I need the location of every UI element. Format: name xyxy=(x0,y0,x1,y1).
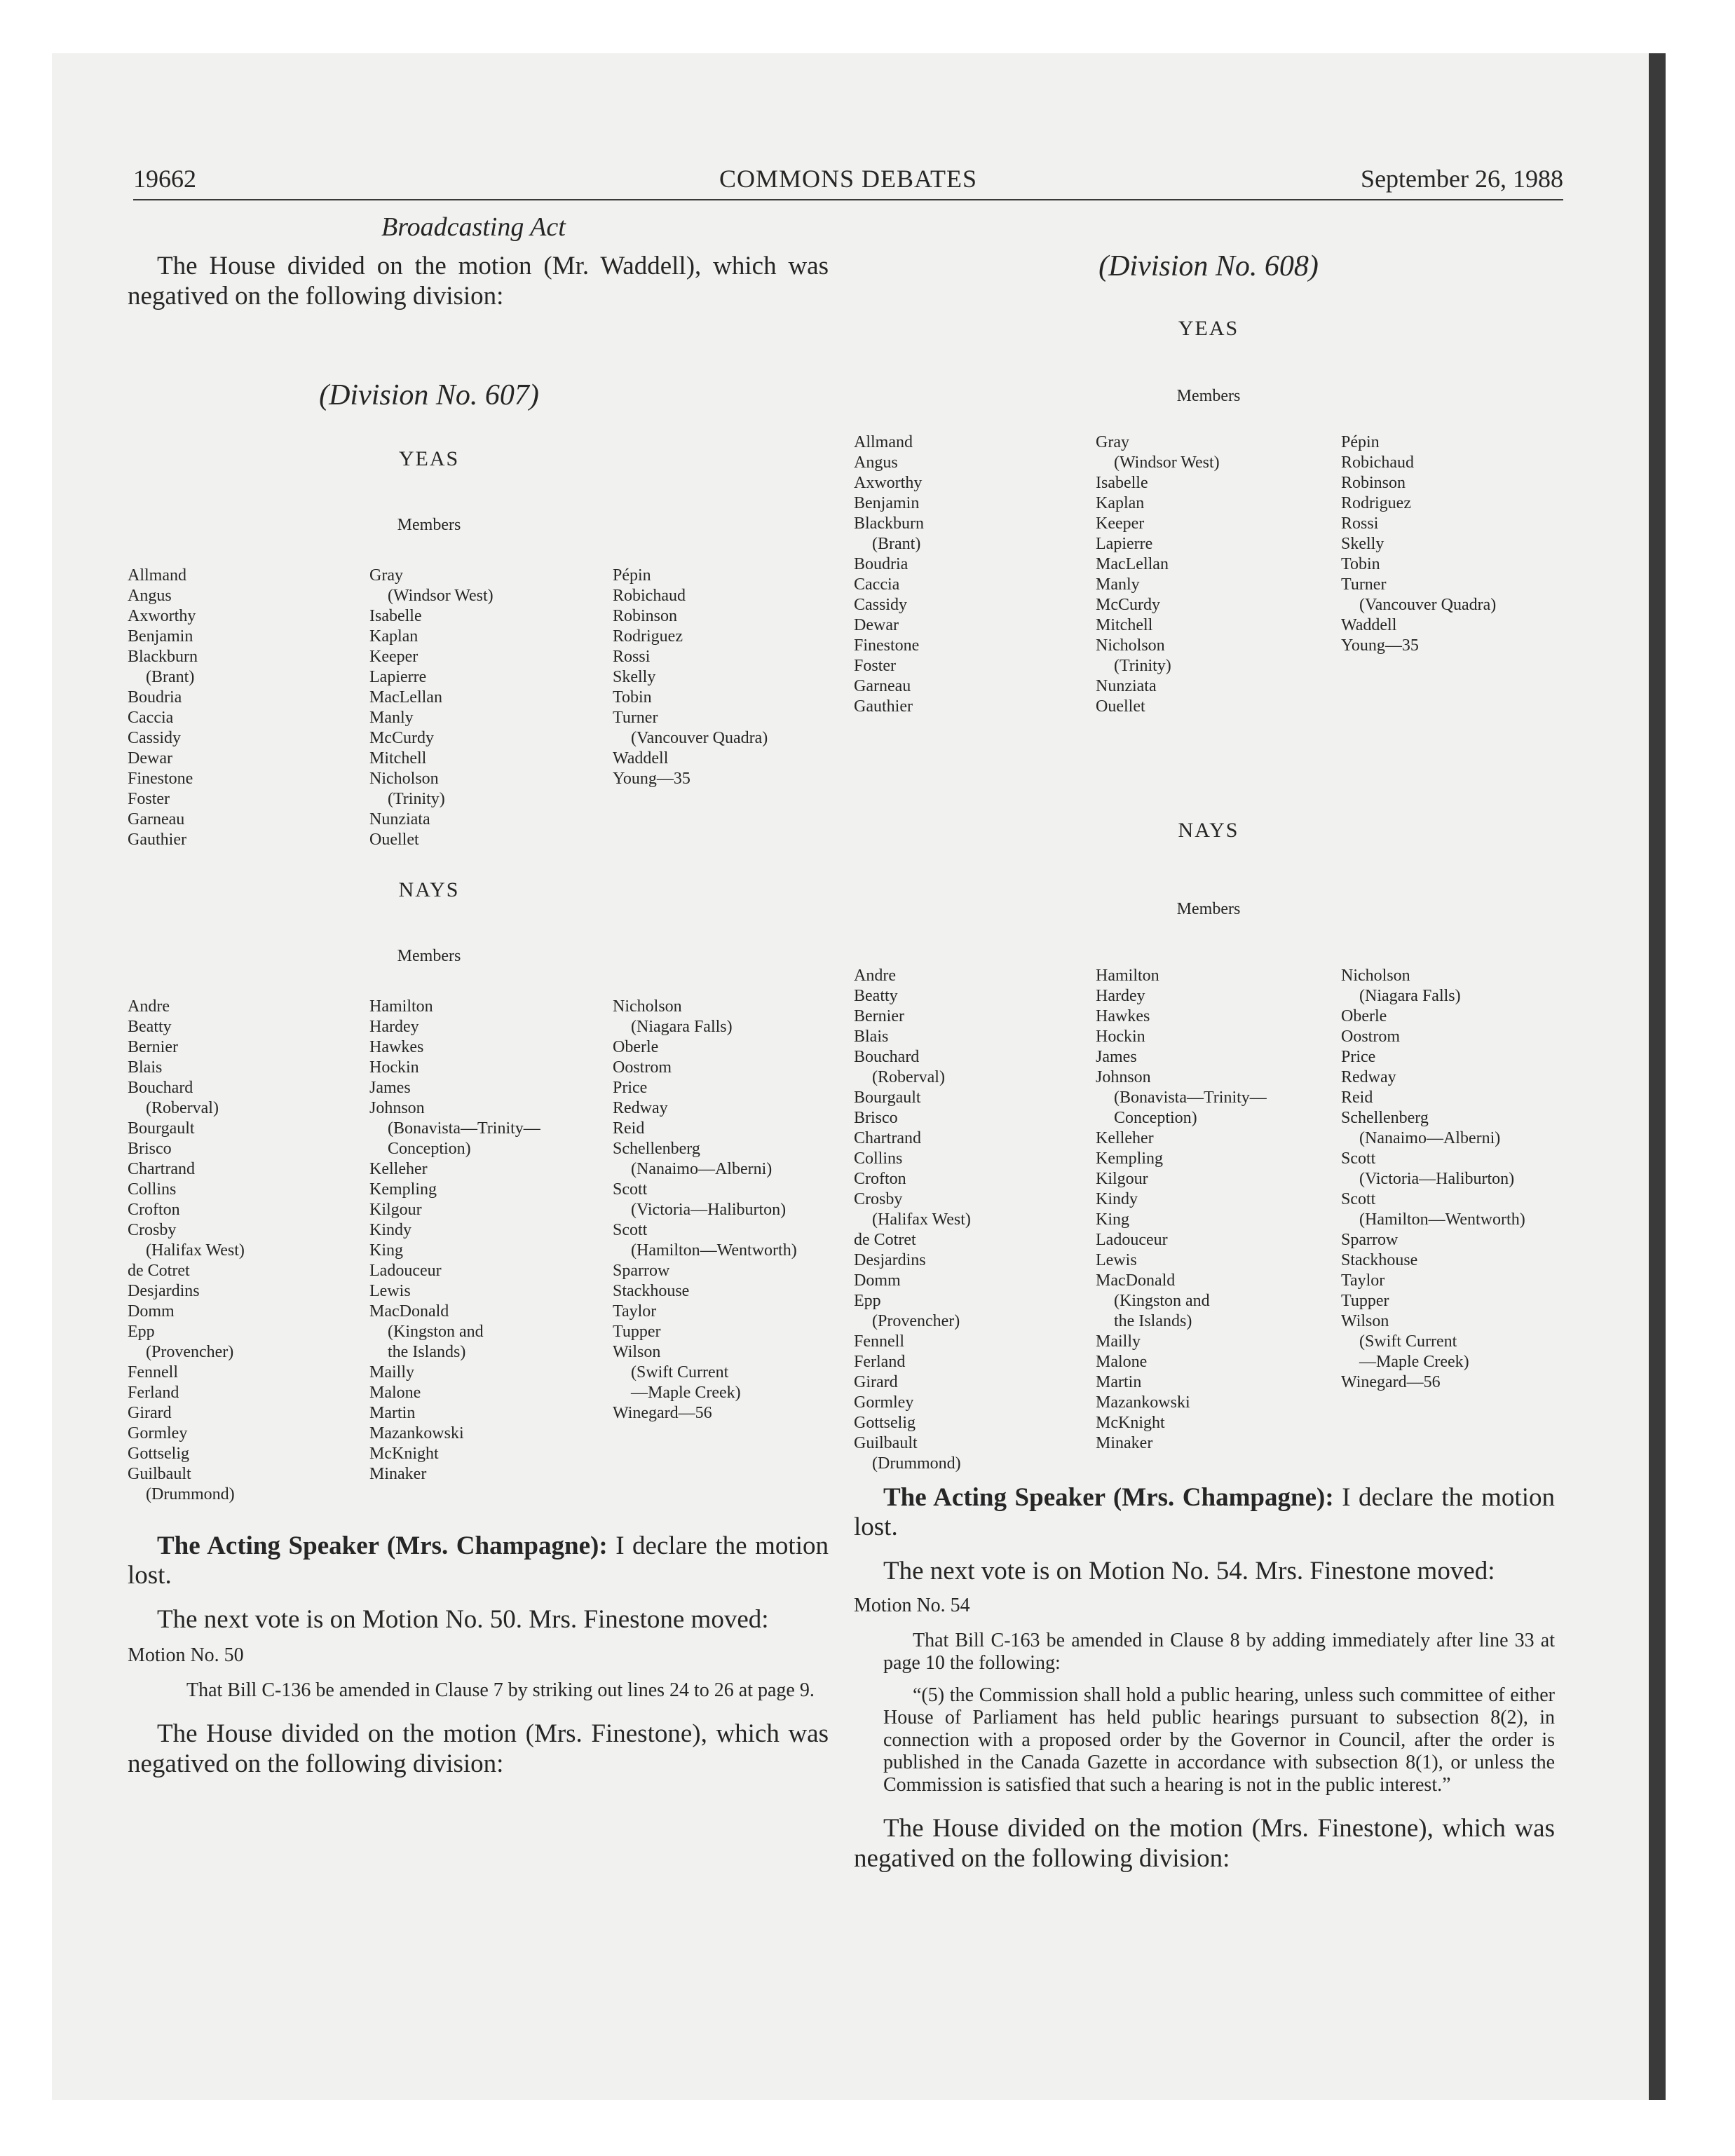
member-name: Tobin xyxy=(1341,555,1380,573)
member-name: Sparrow xyxy=(613,1262,670,1280)
member-name: (Trinity) xyxy=(388,790,445,808)
nays-heading: NAYS xyxy=(1178,819,1239,842)
yeas-list xyxy=(128,566,829,850)
division-outro: The House divided on the motion (Mrs. Finestone), which was negatived on the following division: xyxy=(854,1814,1555,1873)
member-name: Malone xyxy=(369,1384,421,1402)
member-name: (Kingston and xyxy=(388,1323,484,1341)
speaker-text: I declare the motion lost. xyxy=(854,1483,1555,1541)
member-name: Guilbault xyxy=(854,1434,918,1452)
member-name: Mitchell xyxy=(369,749,427,767)
member-name: Keeper xyxy=(369,648,419,666)
member-name: Conception) xyxy=(1114,1109,1197,1127)
member-name: (Kingston and xyxy=(1114,1292,1210,1310)
member-name: Nunziata xyxy=(1096,677,1157,695)
member-name: Turner xyxy=(1341,575,1387,594)
member-name: Crofton xyxy=(128,1201,180,1219)
nays-list xyxy=(128,997,829,1505)
member-name: Manly xyxy=(1096,575,1140,594)
member-name: MacDonald xyxy=(369,1302,449,1321)
yeas-heading: YEAS xyxy=(398,447,460,470)
member-name: Young—35 xyxy=(1341,636,1419,655)
member-name: Garneau xyxy=(854,677,911,695)
member-name: (Provencher) xyxy=(146,1343,234,1361)
member-name: Kaplan xyxy=(1096,494,1145,512)
yeas-column xyxy=(854,432,1096,717)
member-name: Waddell xyxy=(1341,616,1397,634)
member-name: (Roberval) xyxy=(146,1099,219,1117)
yeas-column xyxy=(1341,432,1551,717)
member-name: Collins xyxy=(128,1180,177,1199)
member-name: Skelly xyxy=(613,668,656,686)
nays-list xyxy=(854,966,1551,1474)
member-name: Crosby xyxy=(128,1221,177,1239)
member-name: King xyxy=(369,1241,403,1260)
member-name: Winegard—56 xyxy=(613,1404,712,1422)
member-name: Dewar xyxy=(854,616,899,634)
member-name: (Swift Current xyxy=(631,1363,729,1381)
member-name: (Provencher) xyxy=(872,1312,960,1330)
member-name: (Nanaimo—Alberni) xyxy=(631,1160,773,1178)
member-name: Epp xyxy=(128,1323,155,1341)
member-name: Mazankowski xyxy=(369,1424,464,1442)
member-name: MacDonald xyxy=(1096,1271,1176,1290)
member-name: Girard xyxy=(128,1404,172,1422)
member-name: Hawkes xyxy=(369,1038,424,1056)
member-name: Scott xyxy=(1341,1190,1376,1208)
member-name: Taylor xyxy=(613,1302,657,1321)
member-name: Nicholson xyxy=(613,997,682,1016)
member-name: Chartrand xyxy=(128,1160,195,1178)
member-name: Gauthier xyxy=(854,697,913,716)
member-name: —Maple Creek) xyxy=(1359,1353,1469,1371)
member-name: Taylor xyxy=(1341,1271,1385,1290)
member-name: Brisco xyxy=(128,1140,172,1158)
member-name: Minaker xyxy=(369,1465,427,1483)
member-name: Oberle xyxy=(1341,1007,1387,1025)
member-name: de Cotret xyxy=(128,1262,190,1280)
member-name: Bernier xyxy=(128,1038,178,1056)
member-name: Girard xyxy=(854,1373,898,1391)
nays-members-heading: Members xyxy=(1176,900,1241,918)
member-name: Bernier xyxy=(854,1007,904,1025)
member-name: Malone xyxy=(1096,1353,1148,1371)
member-name: Domm xyxy=(128,1302,175,1321)
member-name: Andre xyxy=(128,997,170,1016)
member-name: James xyxy=(1096,1048,1137,1066)
member-name: Schellenberg xyxy=(613,1140,700,1158)
binding-edge xyxy=(1649,53,1666,2100)
member-name: (Victoria—Haliburton) xyxy=(631,1201,787,1219)
member-name: the Islands) xyxy=(1114,1312,1192,1330)
member-name: Lapierre xyxy=(1096,535,1153,553)
member-name: Gottselig xyxy=(128,1445,189,1463)
member-name: Lewis xyxy=(1096,1251,1137,1269)
member-name: Pépin xyxy=(1341,433,1380,451)
member-name: Domm xyxy=(854,1271,901,1290)
left-column xyxy=(128,207,829,1779)
next-vote: The next vote is on Motion No. 54. Mrs. Finestone moved: xyxy=(883,1557,1495,1585)
member-name: Finestone xyxy=(128,770,193,788)
member-name: Isabelle xyxy=(369,607,422,625)
member-name: Tupper xyxy=(1341,1292,1389,1310)
motion-number: Motion No. 54 xyxy=(854,1595,970,1616)
nays-column xyxy=(854,966,1096,1474)
member-name: Rodriguez xyxy=(613,627,683,646)
member-name: (Drummond) xyxy=(872,1454,961,1473)
member-name: Foster xyxy=(854,657,896,675)
member-name: Mitchell xyxy=(1096,616,1153,634)
member-name: Turner xyxy=(613,709,658,727)
member-name: Isabelle xyxy=(1096,474,1148,492)
member-name: Ladouceur xyxy=(369,1262,442,1280)
member-name: Reid xyxy=(613,1119,645,1138)
member-name: McCurdy xyxy=(1096,596,1160,614)
motion-text: That Bill C-163 be amended in Clause 8 by adding immediately after line 33 at page 10 the following: xyxy=(883,1630,1555,1674)
division-heading: (Division No. 608) xyxy=(1098,250,1319,282)
member-name: Redway xyxy=(1341,1068,1396,1086)
member-name: Oostrom xyxy=(613,1058,672,1077)
nays-column xyxy=(613,997,823,1505)
member-name: Angus xyxy=(128,587,172,605)
member-name: Winegard—56 xyxy=(1341,1373,1441,1391)
member-name: Axworthy xyxy=(128,607,196,625)
member-name: Price xyxy=(613,1079,648,1097)
member-name: Garneau xyxy=(128,810,185,828)
member-name: (Bonavista—Trinity— xyxy=(1114,1089,1267,1107)
member-name: Chartrand xyxy=(854,1129,921,1147)
speaker-name: The Acting Speaker (Mrs. Champagne): xyxy=(157,1531,608,1560)
member-name: Mailly xyxy=(369,1363,414,1381)
member-name: Bourgault xyxy=(854,1089,921,1107)
member-name: Tobin xyxy=(613,688,652,707)
division-outro: The House divided on the motion (Mrs. Finestone), which was negatived on the following division: xyxy=(128,1719,829,1778)
member-name: Gauthier xyxy=(128,831,186,849)
member-name: (Windsor West) xyxy=(388,587,494,605)
member-name: Ouellet xyxy=(369,831,419,849)
member-name: Skelly xyxy=(1341,535,1384,553)
member-name: Kilgour xyxy=(1096,1170,1148,1188)
right-column xyxy=(854,207,1555,1873)
division-heading: (Division No. 607) xyxy=(319,379,539,411)
publication-date: September 26, 1988 xyxy=(1361,165,1563,193)
page-number: 19662 xyxy=(133,165,196,193)
member-name: Rodriguez xyxy=(1341,494,1411,512)
member-name: Blackburn xyxy=(128,648,198,666)
member-name: Rossi xyxy=(613,648,651,666)
member-name: Hamilton xyxy=(369,997,433,1016)
member-name: (Nanaimo—Alberni) xyxy=(1359,1129,1501,1147)
member-name: Mazankowski xyxy=(1096,1393,1190,1412)
member-name: (Halifax West) xyxy=(146,1241,245,1260)
member-name: Tupper xyxy=(613,1323,661,1341)
nays-column xyxy=(1341,966,1551,1474)
member-name: Robichaud xyxy=(1341,453,1414,472)
member-name: Kilgour xyxy=(369,1201,422,1219)
member-name: Hawkes xyxy=(1096,1007,1150,1025)
member-name: Manly xyxy=(369,709,414,727)
member-name: Hockin xyxy=(1096,1028,1145,1046)
member-name: (Victoria—Haliburton) xyxy=(1359,1170,1515,1188)
member-name: Bourgault xyxy=(128,1119,195,1138)
amendment-quote: “(5) the Commission shall hold a public hearing, unless such committee of either House of Parliament has held public hearings pursuant to subsection 8(2), in connection with a proposed order by the Governor in Council, after the order is published in the Canada Gazette in accordance with subsection 8(1), or unless the Commission is satisfied that such a hearing is not in the public interest.” xyxy=(883,1684,1555,1796)
member-name: Hockin xyxy=(369,1058,419,1077)
member-name: Crosby xyxy=(854,1190,903,1208)
member-name: Benjamin xyxy=(854,494,920,512)
member-name: Crofton xyxy=(854,1170,906,1188)
member-name: Wilson xyxy=(1341,1312,1389,1330)
member-name: Nicholson xyxy=(1096,636,1165,655)
member-name: (Bonavista—Trinity— xyxy=(388,1119,540,1138)
publication-title: COMMONS DEBATES xyxy=(719,165,978,193)
member-name: Lapierre xyxy=(369,668,427,686)
member-name: Gray xyxy=(1096,433,1129,451)
member-name: Reid xyxy=(1341,1089,1373,1107)
member-name: Blais xyxy=(128,1058,163,1077)
nays-column xyxy=(369,997,613,1505)
member-name: Desjardins xyxy=(854,1251,926,1269)
member-name: Nicholson xyxy=(1341,967,1410,985)
next-vote: The next vote is on Motion No. 50. Mrs. Finestone moved: xyxy=(157,1605,769,1634)
member-name: Cassidy xyxy=(854,596,908,614)
member-name: Johnson xyxy=(369,1099,425,1117)
member-name: (Niagara Falls) xyxy=(1359,987,1461,1005)
member-name: Finestone xyxy=(854,636,920,655)
member-name: (Roberval) xyxy=(872,1068,945,1086)
yeas-column xyxy=(128,566,369,850)
member-name: Boudria xyxy=(854,555,909,573)
member-name: Scott xyxy=(1341,1149,1376,1168)
yeas-list xyxy=(854,432,1555,717)
member-name: Kaplan xyxy=(369,627,419,646)
member-name: the Islands) xyxy=(388,1343,466,1361)
member-name: Kempling xyxy=(1096,1149,1163,1168)
member-name: Desjardins xyxy=(128,1282,200,1300)
member-name: Martin xyxy=(369,1404,416,1422)
member-name: Fennell xyxy=(854,1332,904,1351)
member-name: Cassidy xyxy=(128,729,182,747)
section-title: Broadcasting Act xyxy=(381,212,566,242)
member-name: (Drummond) xyxy=(146,1485,235,1503)
member-name: Robichaud xyxy=(613,587,686,605)
member-name: (Vancouver Quadra) xyxy=(631,729,768,747)
member-name: Conception) xyxy=(388,1140,471,1158)
member-name: Pépin xyxy=(613,566,651,585)
right-lower-block xyxy=(854,1483,1555,1874)
member-name: Wilson xyxy=(613,1343,661,1361)
member-name: Kindy xyxy=(1096,1190,1138,1208)
member-name: Robinson xyxy=(1341,474,1406,492)
yeas-column xyxy=(369,566,613,850)
member-name: Keeper xyxy=(1096,514,1145,533)
member-name: Hamilton xyxy=(1096,967,1159,985)
member-name: Mailly xyxy=(1096,1332,1141,1351)
member-name: Fennell xyxy=(128,1363,178,1381)
motion-text: That Bill C-136 be amended in Clause 7 by striking out lines 24 to 26 at page 9. xyxy=(186,1679,815,1701)
member-name: Robinson xyxy=(613,607,678,625)
member-name: Young—35 xyxy=(613,770,690,788)
member-name: Stackhouse xyxy=(1341,1251,1418,1269)
member-name: Kelleher xyxy=(369,1160,428,1178)
member-name: (Swift Current xyxy=(1359,1332,1457,1351)
member-name: (Windsor West) xyxy=(1114,453,1220,472)
member-name: Lewis xyxy=(369,1282,411,1300)
member-name: Minaker xyxy=(1096,1434,1153,1452)
member-name: Martin xyxy=(1096,1373,1142,1391)
speaker-name: The Acting Speaker (Mrs. Champagne): xyxy=(883,1483,1334,1512)
member-name: Nicholson xyxy=(369,770,439,788)
member-name: (Brant) xyxy=(872,535,921,553)
member-name: Ladouceur xyxy=(1096,1231,1168,1249)
member-name: Waddell xyxy=(613,749,669,767)
member-name: Boudria xyxy=(128,688,182,707)
member-name: Collins xyxy=(854,1149,903,1168)
member-name: Hardey xyxy=(1096,987,1145,1005)
speaker-statement xyxy=(854,1483,1555,1542)
speaker-text: I declare the motion lost. xyxy=(128,1531,829,1590)
member-name: Kempling xyxy=(369,1180,437,1199)
member-name: Nunziata xyxy=(369,810,430,828)
member-name: Guilbault xyxy=(128,1465,191,1483)
member-name: Blackburn xyxy=(854,514,924,533)
member-name: (Niagara Falls) xyxy=(631,1018,733,1036)
member-name: Scott xyxy=(613,1221,648,1239)
yeas-column xyxy=(1096,432,1341,717)
member-name: Gormley xyxy=(128,1424,188,1442)
member-name: (Trinity) xyxy=(1114,657,1171,675)
member-name: Scott xyxy=(613,1180,648,1199)
member-name: Gottselig xyxy=(854,1414,916,1432)
nays-column xyxy=(128,997,369,1505)
member-name: Andre xyxy=(854,967,896,985)
member-name: Hardey xyxy=(369,1018,419,1036)
member-name: Ferland xyxy=(128,1384,179,1402)
division-intro: The House divided on the motion (Mr. Waddell), which was negatived on the following division: xyxy=(128,252,829,311)
member-name: James xyxy=(369,1079,411,1097)
member-name: Allmand xyxy=(854,433,913,451)
member-name: Brisco xyxy=(854,1109,898,1127)
member-name: Foster xyxy=(128,790,170,808)
member-name: Blais xyxy=(854,1028,889,1046)
member-name: McCurdy xyxy=(369,729,434,747)
member-name: Sparrow xyxy=(1341,1231,1399,1249)
member-name: Axworthy xyxy=(854,474,923,492)
nays-heading: NAYS xyxy=(398,878,460,901)
member-name: Redway xyxy=(613,1099,668,1117)
member-name: Rossi xyxy=(1341,514,1379,533)
member-name: Ouellet xyxy=(1096,697,1145,716)
page-header xyxy=(133,158,1563,200)
member-name: Oostrom xyxy=(1341,1028,1400,1046)
nays-members-heading: Members xyxy=(397,947,461,965)
member-name: Bouchard xyxy=(854,1048,920,1066)
member-name: Benjamin xyxy=(128,627,193,646)
member-name: —Maple Creek) xyxy=(631,1384,741,1402)
member-name: (Hamilton—Wentworth) xyxy=(1359,1210,1525,1229)
yeas-heading: YEAS xyxy=(1178,317,1239,340)
member-name: Gormley xyxy=(854,1393,914,1412)
member-name: Kindy xyxy=(369,1221,411,1239)
yeas-members-heading: Members xyxy=(397,516,461,534)
member-name: Ferland xyxy=(854,1353,906,1371)
member-name: Johnson xyxy=(1096,1068,1151,1086)
yeas-column xyxy=(613,566,823,850)
member-name: Allmand xyxy=(128,566,186,585)
member-name: McKnight xyxy=(1096,1414,1165,1432)
member-name: Oberle xyxy=(613,1038,659,1056)
member-name: Caccia xyxy=(128,709,174,727)
member-name: (Vancouver Quadra) xyxy=(1359,596,1497,614)
member-name: Angus xyxy=(854,453,898,472)
member-name: Beatty xyxy=(854,987,898,1005)
member-name: de Cotret xyxy=(854,1231,916,1249)
member-name: Beatty xyxy=(128,1018,172,1036)
speaker-statement xyxy=(128,1531,829,1590)
member-name: (Hamilton—Wentworth) xyxy=(631,1241,797,1260)
member-name: (Brant) xyxy=(146,668,195,686)
member-name: Price xyxy=(1341,1048,1376,1066)
member-name: Epp xyxy=(854,1292,881,1310)
member-name: Stackhouse xyxy=(613,1282,690,1300)
member-name: Schellenberg xyxy=(1341,1109,1429,1127)
member-name: Bouchard xyxy=(128,1079,193,1097)
member-name: Kelleher xyxy=(1096,1129,1154,1147)
member-name: Caccia xyxy=(854,575,900,594)
member-name: McKnight xyxy=(369,1445,439,1463)
member-name: MacLellan xyxy=(1096,555,1169,573)
member-name: King xyxy=(1096,1210,1129,1229)
member-name: Gray xyxy=(369,566,403,585)
nays-column xyxy=(1096,966,1341,1474)
yeas-members-heading: Members xyxy=(1176,387,1241,405)
member-name: (Halifax West) xyxy=(872,1210,971,1229)
member-name: Dewar xyxy=(128,749,172,767)
motion-number: Motion No. 50 xyxy=(128,1644,244,1666)
member-name: MacLellan xyxy=(369,688,442,707)
